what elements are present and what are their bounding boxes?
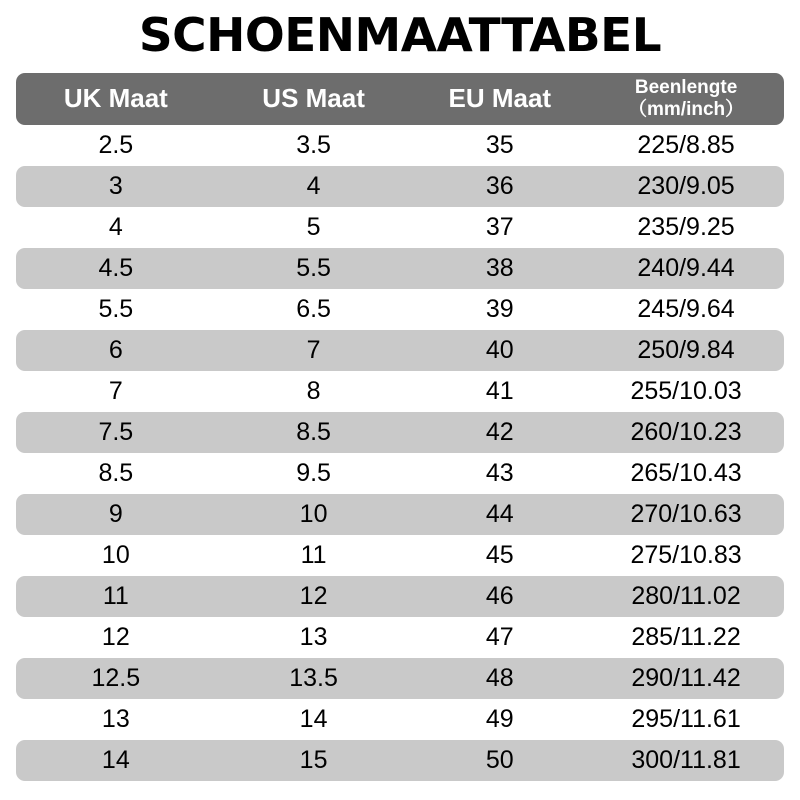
cell-length: 290/11.42 bbox=[588, 658, 784, 699]
cell-eu: 36 bbox=[412, 166, 589, 207]
table-row bbox=[16, 207, 784, 248]
cell-uk: 12.5 bbox=[16, 658, 216, 699]
cell-length: 240/9.44 bbox=[588, 248, 784, 289]
cell-length: 230/9.05 bbox=[588, 166, 784, 207]
cell-us: 13.5 bbox=[216, 658, 412, 699]
table-row bbox=[16, 248, 784, 289]
cell-uk: 7 bbox=[108, 376, 123, 405]
column-header-length bbox=[588, 73, 784, 125]
cell-uk: 13 bbox=[101, 704, 130, 733]
column-header-length-units: （mm/inch） bbox=[628, 98, 745, 120]
table-row bbox=[16, 371, 784, 412]
column-header-length-label: Beenlengte bbox=[634, 77, 738, 99]
table-row bbox=[16, 494, 784, 535]
table-row bbox=[16, 412, 784, 453]
cell-eu: 37 bbox=[485, 212, 514, 241]
cell-length: 275/10.83 bbox=[630, 540, 742, 569]
table-row bbox=[16, 330, 784, 371]
cell-eu: 41 bbox=[485, 376, 514, 405]
cell-eu: 42 bbox=[412, 412, 589, 453]
cell-uk: 3 bbox=[16, 166, 216, 207]
page-title: SCHOENMAATTABEL bbox=[138, 8, 662, 62]
cell-eu: 47 bbox=[485, 622, 514, 651]
cell-length: 260/10.23 bbox=[588, 412, 784, 453]
cell-us: 14 bbox=[299, 704, 328, 733]
table-body bbox=[16, 125, 784, 781]
shoe-size-table bbox=[16, 73, 784, 781]
table-row bbox=[16, 289, 784, 330]
table-row bbox=[16, 617, 784, 658]
cell-length: 265/10.43 bbox=[630, 458, 742, 487]
cell-eu: 39 bbox=[485, 294, 514, 323]
cell-eu: 46 bbox=[412, 576, 589, 617]
table-row bbox=[16, 576, 784, 617]
cell-uk: 7.5 bbox=[16, 412, 216, 453]
cell-us: 11 bbox=[300, 540, 327, 569]
cell-uk: 2.5 bbox=[98, 130, 134, 159]
table-row bbox=[16, 535, 784, 576]
header-row bbox=[16, 73, 784, 125]
cell-eu: 38 bbox=[412, 248, 589, 289]
cell-uk: 9 bbox=[16, 494, 216, 535]
table-row bbox=[16, 166, 784, 207]
cell-uk: 10 bbox=[101, 540, 130, 569]
cell-us: 15 bbox=[216, 740, 412, 781]
cell-length: 235/9.25 bbox=[637, 212, 735, 241]
table-row bbox=[16, 699, 784, 740]
cell-uk: 8.5 bbox=[98, 458, 134, 487]
cell-length: 280/11.02 bbox=[588, 576, 784, 617]
cell-uk: 12 bbox=[101, 622, 130, 651]
cell-length: 250/9.84 bbox=[588, 330, 784, 371]
table-header bbox=[16, 73, 784, 125]
cell-us: 7 bbox=[216, 330, 412, 371]
cell-uk: 4.5 bbox=[16, 248, 216, 289]
cell-us: 10 bbox=[216, 494, 412, 535]
cell-length: 225/8.85 bbox=[637, 130, 735, 159]
table-row bbox=[16, 658, 784, 699]
cell-us: 9.5 bbox=[296, 458, 331, 487]
cell-uk: 5.5 bbox=[98, 294, 134, 323]
cell-eu: 45 bbox=[485, 540, 514, 569]
column-header-uk: UK Maat bbox=[16, 73, 216, 125]
cell-us: 3.5 bbox=[296, 130, 331, 159]
cell-length: 285/11.22 bbox=[631, 622, 741, 651]
cell-eu: 48 bbox=[412, 658, 589, 699]
cell-us: 5 bbox=[306, 212, 321, 241]
cell-eu: 40 bbox=[412, 330, 589, 371]
cell-uk: 6 bbox=[16, 330, 216, 371]
cell-uk: 4 bbox=[108, 212, 123, 241]
cell-us: 6.5 bbox=[296, 294, 331, 323]
cell-eu: 43 bbox=[485, 458, 514, 487]
cell-us: 8.5 bbox=[216, 412, 412, 453]
cell-length: 245/9.64 bbox=[637, 294, 735, 323]
column-header-us: US Maat bbox=[216, 73, 412, 125]
cell-eu: 50 bbox=[412, 740, 589, 781]
cell-eu: 35 bbox=[485, 130, 514, 159]
cell-length: 300/11.81 bbox=[588, 740, 784, 781]
cell-length: 295/11.61 bbox=[631, 704, 741, 733]
table-row bbox=[16, 125, 784, 166]
cell-us: 5.5 bbox=[216, 248, 412, 289]
cell-us: 12 bbox=[216, 576, 412, 617]
cell-length: 255/10.03 bbox=[630, 376, 742, 405]
cell-uk: 14 bbox=[16, 740, 216, 781]
cell-length: 270/10.63 bbox=[588, 494, 784, 535]
table-row bbox=[16, 740, 784, 781]
column-header-eu: EU Maat bbox=[412, 73, 589, 125]
cell-us: 4 bbox=[216, 166, 412, 207]
cell-us: 8 bbox=[306, 376, 321, 405]
cell-uk: 11 bbox=[16, 576, 216, 617]
cell-eu: 44 bbox=[412, 494, 589, 535]
cell-us: 13 bbox=[299, 622, 328, 651]
table-row bbox=[16, 453, 784, 494]
cell-eu: 49 bbox=[485, 704, 514, 733]
